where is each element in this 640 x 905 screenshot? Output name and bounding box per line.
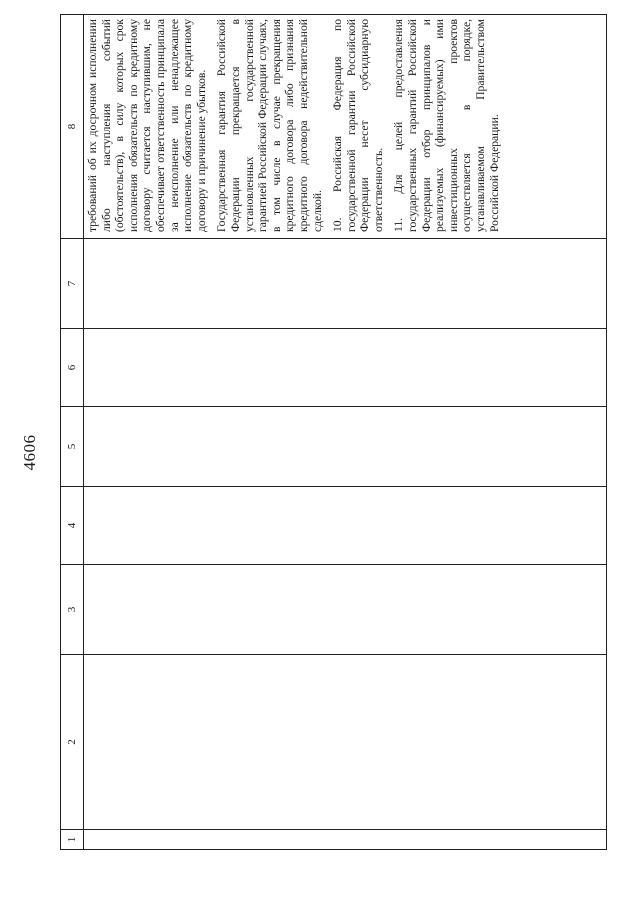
paragraph-guarantee-termination: Государственная гарантия Российской Федерации прекращается в установленных государственной гарантией Российской Федерации случаях, в том числе в случае прекращения кредитного договора либо признания кредитного договора недействительной сделкой. (215, 19, 324, 232)
column-header-8: 8 (61, 15, 84, 239)
cell-col-7 (84, 239, 607, 329)
column-header-4: 4 (61, 487, 84, 565)
cell-col-8-text (84, 15, 607, 239)
cell-col-4 (84, 487, 607, 565)
column-header-6: 6 (61, 329, 84, 407)
document-table (60, 14, 607, 850)
cell-col-6 (84, 329, 607, 407)
cell-col-3 (84, 565, 607, 655)
table-row (84, 15, 607, 850)
cell-col-1 (84, 830, 607, 850)
column-header-7: 7 (61, 239, 84, 329)
column-header-3: 3 (61, 565, 84, 655)
column-header-2: 2 (61, 655, 84, 830)
cell-col-2 (84, 655, 607, 830)
paragraph-item-10: 10. Российская Федерация по государственной гарантии Российской Федерации несет субсидиарную ответственность. (331, 19, 385, 232)
page-number: 4606 (20, 434, 39, 471)
column-header-1: 1 (61, 830, 84, 850)
cell-col-5 (84, 407, 607, 487)
table-header-row (61, 15, 84, 850)
paragraph-continuation: требований об их досрочном исполнении либо наступления событий (обстоятельств), в силу которых срок исполнения обязательств по кредитному договору считается наступившим, не обеспечивает ответственность принципала за неисполнение или ненадлежащее исполнение обязательств по кредитному договору и причинение убытков. (86, 19, 208, 232)
paragraph-item-11: 11. Для целей предоставления государственных гарантий Российской Федерации отбор принципалов и реализуемых (финансируемых) ими инвестиционных проектов осуществляется в порядке, устанавливаемом Правительством Российской Федерации. (392, 19, 501, 232)
column-header-5: 5 (61, 407, 84, 487)
